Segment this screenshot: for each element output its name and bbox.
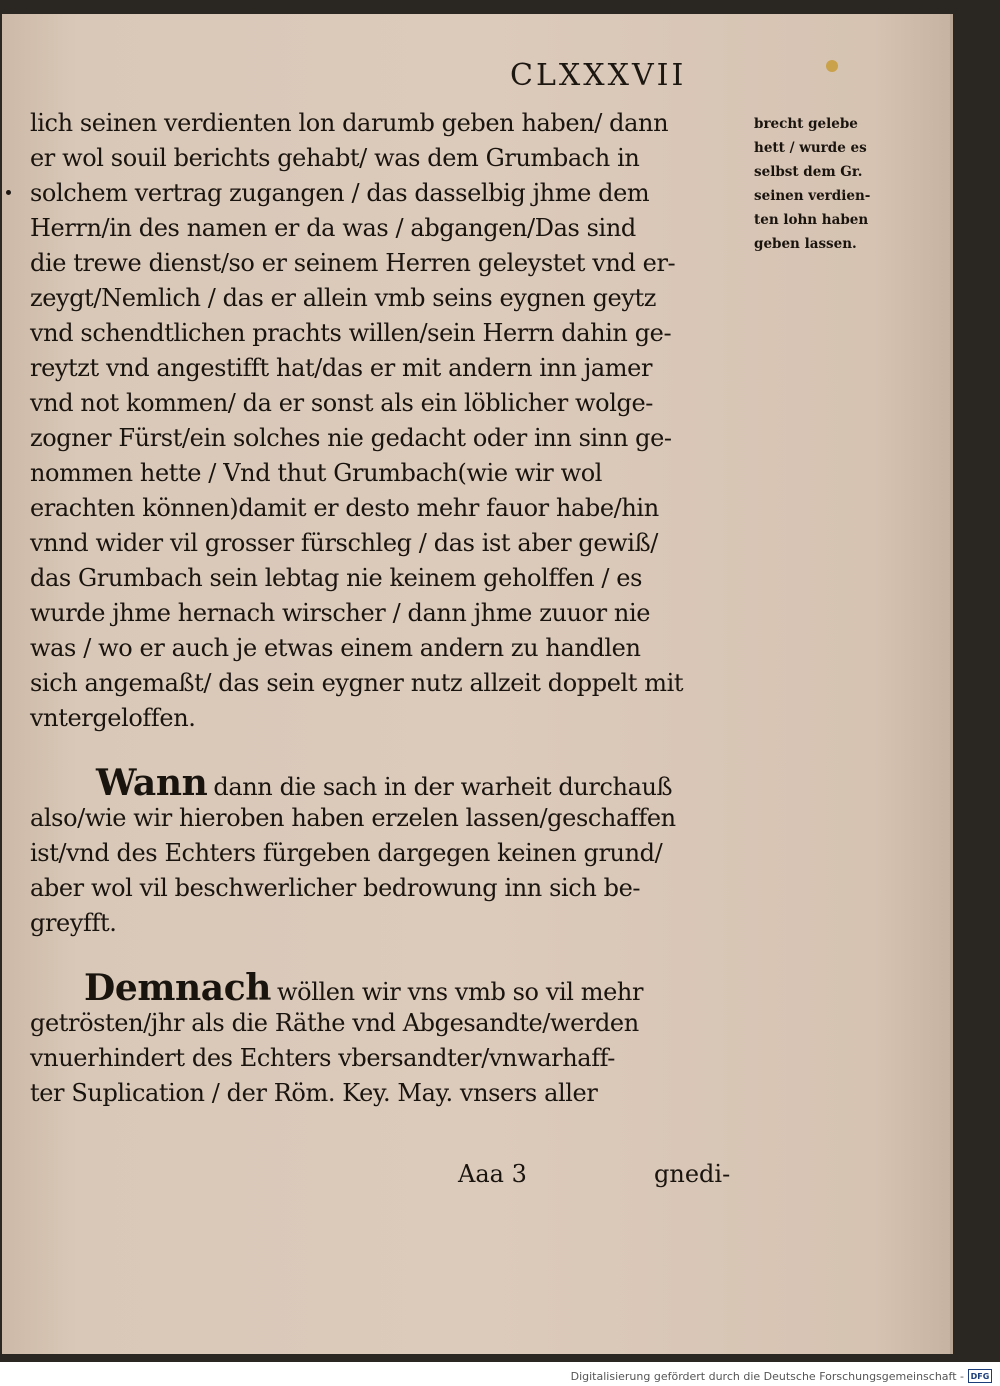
note-line: seinen verdien- [754, 188, 871, 204]
ink-blot-mark [826, 60, 838, 72]
note-line: selbst dem Gr. [754, 164, 863, 180]
text-line: sich angemaßt/ das sein eygner nutz allzeit doppelt mit [30, 669, 684, 697]
text-line: vnd schendtlichen prachts willen/sein Herrn dahin ge- [30, 319, 672, 347]
text-line: vnuerhindert des Echters vbersandter/vnwarhaff- [30, 1044, 616, 1072]
text-line: greyfft. [30, 909, 117, 937]
marginal-note [754, 112, 924, 256]
text-line: aber wol vil beschwerlicher bedrowung inn sich be- [30, 874, 641, 902]
note-line: ten lohn haben [754, 212, 869, 228]
text-line: die trewe dienst/so er seinem Herren geleystet vnd er- [30, 249, 676, 277]
note-line: hett / wurde es [754, 140, 867, 156]
text-line: er wol souil berichts gehabt/ was dem Grumbach in [30, 144, 640, 172]
main-text-block [30, 106, 745, 1141]
text-line: solchem vertrag zugangen / das dasselbig jhme dem [30, 179, 650, 207]
text-span: wöllen wir vns vmb so vil mehr [277, 978, 644, 1006]
text-line [30, 762, 745, 804]
note-line: geben lassen. [754, 236, 857, 252]
text-span: dann die sach in der warheit durchauß [213, 773, 673, 801]
margin-dot-mark [6, 190, 11, 195]
text-line: lich seinen verdienten lon darumb geben haben/ dann [30, 109, 669, 137]
signature-mark: Aaa 3 [458, 1160, 527, 1188]
text-line: vnd not kommen/ da er sonst als ein löblicher wolge- [30, 389, 653, 417]
text-line: das Grumbach sein lebtag nie keinem geholffen / es [30, 564, 643, 592]
initial-word: Wann [96, 762, 208, 804]
funding-credit: Digitalisierung gefördert durch die Deutsche Forschungsgemeinschaft - [570, 1370, 964, 1383]
initial-word: Demnach [84, 967, 272, 1009]
page-foot-line [30, 1160, 745, 1195]
dfg-logo: DFG [968, 1369, 992, 1383]
text-line: getrösten/jhr als die Räthe vnd Abgesandte/werden [30, 1009, 639, 1037]
folio-number: CLXXXVII [510, 58, 687, 93]
paragraph-3 [30, 967, 745, 1111]
text-line: zeygt/Nemlich / das er allein vmb seins eygnen geytz [30, 284, 656, 312]
text-line: vntergeloffen. [30, 704, 196, 732]
text-line [30, 967, 745, 1009]
note-line: brecht gelebe [754, 116, 858, 132]
text-line: nommen hette / Vnd thut Grumbach(wie wir wol [30, 459, 603, 487]
text-line: wurde jhme hernach wirscher / dann jhme zuuor nie [30, 599, 651, 627]
text-line: reytzt vnd angestifft hat/das er mit andern inn jamer [30, 354, 653, 382]
text-line: erachten können)damit er desto mehr fauor habe/hin [30, 494, 659, 522]
text-line: ter Suplication / der Röm. Key. May. vnsers aller [30, 1079, 598, 1107]
paragraph-1 [30, 106, 745, 736]
text-line: zogner Fürst/ein solches nie gedacht oder inn sinn ge- [30, 424, 672, 452]
catchword: gnedi- [654, 1160, 731, 1188]
text-line: ist/vnd des Echters fürgeben dargegen keinen grund/ [30, 839, 663, 867]
paragraph-2 [30, 762, 745, 941]
text-line: also/wie wir hieroben haben erzelen lassen/geschaffen [30, 804, 676, 832]
text-line: Herrn/in des namen er da was / abgangen/Das sind [30, 214, 636, 242]
text-line: was / wo er auch je etwas einem andern zu handlen [30, 634, 641, 662]
text-line: vnnd wider vil grosser fürschleg / das ist aber gewiß/ [30, 529, 658, 557]
